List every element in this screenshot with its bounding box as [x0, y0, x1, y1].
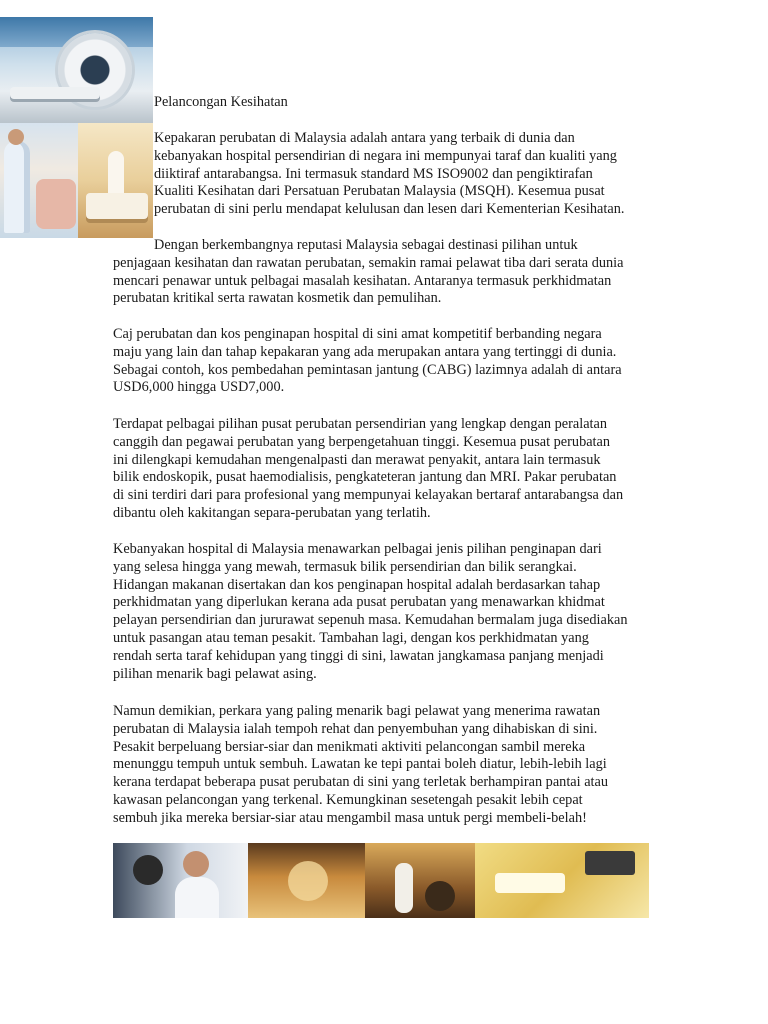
- paragraph-line: USD6,000 hingga USD7,000.: [113, 379, 285, 396]
- paragraph-line: Caj perubatan dan kos penginapan hospital di sini amat kompetitif berbanding negara: [113, 326, 602, 342]
- doctor-consultation-photo: [113, 843, 248, 918]
- operating-room-photo: [475, 843, 649, 918]
- paragraph-line: Terdapat pelbagai pilihan pusat perubatan persendirian yang lengkap dengan peralatan: [113, 416, 608, 432]
- paragraph-6: [113, 703, 658, 828]
- paragraph-line: canggih dan pegawai perubatan yang berpengetahuan tinggi. Kesemua pusat perubatan: [113, 433, 611, 450]
- paragraph-2: [113, 237, 658, 308]
- paragraph-line: menunggu tempuh untuk sembuh. Lawatan ke tepi pantai boleh diatur, lebih-lebih lagi: [113, 756, 607, 773]
- paragraph-line: diiktiraf antarabangsa. Ini termasuk standard MS ISO9002 dan pengiktirafan: [154, 165, 593, 182]
- paragraph-1: [154, 130, 654, 219]
- paragraph-line: Kepakaran perubatan di Malaysia adalah antara yang terbaik di dunia dan: [154, 130, 575, 146]
- paragraph-line: sembuh jika mereka bersiar-siar atau mengambil masa untuk pergi membeli-belah!: [113, 809, 587, 826]
- paragraph-line: perubatan kritikal serta rawatan kosmetik dan pemulihan.: [113, 290, 442, 307]
- mri-scanner-photo: [0, 17, 153, 123]
- paragraph-line: untuk pasangan atau teman pesakit. Tambahan lagi, dengan kos perkhidmatan yang: [113, 629, 589, 646]
- paragraph-line: Dengan berkembangnya reputasi Malaysia sebagai destinasi pilihan untuk: [154, 237, 578, 253]
- paragraph-3: [113, 326, 658, 397]
- paragraph-line: penjagaan kesihatan dan rawatan perubatan, semakin ramai pelawat tiba dari serata dunia: [113, 254, 624, 271]
- paragraph-4: [113, 416, 658, 523]
- paragraph-line: Sebagai contoh, kos pembedahan pemintasan jantung (CABG) lazimnya adalah di antara: [113, 361, 622, 378]
- paragraph-line: kerana terdapat beberapa pusat perubatan di sini yang terletak berhampiran pantai atau: [113, 774, 609, 791]
- paragraph-line: mencari penawar untuk pelbagai masalah kesihatan. Antaranya termasuk perkhidmatan: [113, 272, 612, 289]
- hospital-collage-photo: [113, 843, 649, 918]
- paragraph-line: dibantu oleh kakitangan separa-perubatan yang terlatih.: [113, 504, 431, 521]
- paragraph-line: Hidangan makanan disertakan dan kos penginapan hospital adalah berdasarkan tahap: [113, 576, 601, 593]
- paragraph-line: Namun demikian, perkara yang paling menarik bagi pelawat yang menerima rawatan: [113, 703, 601, 719]
- page-title: Pelancongan Kesihatan: [154, 94, 288, 110]
- paragraph-line: perkhidmatan yang diperlukan kerana ada pusat perubatan yang menawarkan khidmat: [113, 594, 605, 611]
- paragraph-line: Kualiti Kesihatan dari Persatuan Perubatan Malaysia (MSQH). Kesemua pusat: [154, 183, 605, 200]
- hospital-lobby-photo: [248, 843, 365, 918]
- paragraph-line: maju yang lain dan tahap kepakaran yang ada merupakan antara yang tertinggi di dunia.: [113, 343, 617, 360]
- hospital-reception-photo: [365, 843, 475, 918]
- paragraph-line: kawasan pelancongan yang terkenal. Kemungkinan sesetengah pesakit lebih cepat: [113, 791, 583, 808]
- paragraph-line: pilihan menarik bagi pelawat asing.: [113, 665, 317, 682]
- paragraph-line: pelayan persendirian dan jururawat sepenuh masa. Kemudahan bermalam juga disediakan: [113, 612, 628, 629]
- paragraph-5: [113, 541, 658, 683]
- paragraph-line: rendah serta taraf kehidupan yang tinggi di sini, lawatan jangkamasa panjang menjadi: [113, 647, 604, 664]
- paragraph-line: yang selesa hingga yang mewah, termasuk bilik persendirian dan bilik serangkai.: [113, 558, 577, 575]
- nurse-patient-photo: [0, 123, 78, 238]
- paragraph-line: di sini terdiri dari para profesional yang mempunyai kelayakan bertaraf antarabangsa dan: [113, 487, 624, 504]
- paragraph-line: Kebanyakan hospital di Malaysia menawarkan pelbagai jenis pilihan penginapan dari: [113, 541, 602, 557]
- hospital-ward-photo: [78, 123, 153, 238]
- paragraph-line: perubatan di sini perlu mendapat kelulusan dan lesen dari Kementerian Kesihatan.: [154, 201, 625, 218]
- paragraph-line: ini dilengkapi kemudahan mengenalpasti dan merawat penyakit, antara lain termasuk: [113, 451, 601, 468]
- paragraph-line: bilik endoskopik, pusat haemodialisis, pengkateteran jantung dan MRI. Pakar perubatan: [113, 469, 617, 486]
- paragraph-line: Pesakit berpeluang bersiar-siar dan menikmati aktiviti pelancongan sambil mereka: [113, 738, 586, 755]
- paragraph-line: perubatan di Malaysia ialah tempoh rehat dan penyembuhan yang dihabiskan di sini.: [113, 720, 598, 737]
- paragraph-line: kebanyakan hospital persendirian di negara ini mempunyai taraf dan kualiti yang: [154, 147, 617, 164]
